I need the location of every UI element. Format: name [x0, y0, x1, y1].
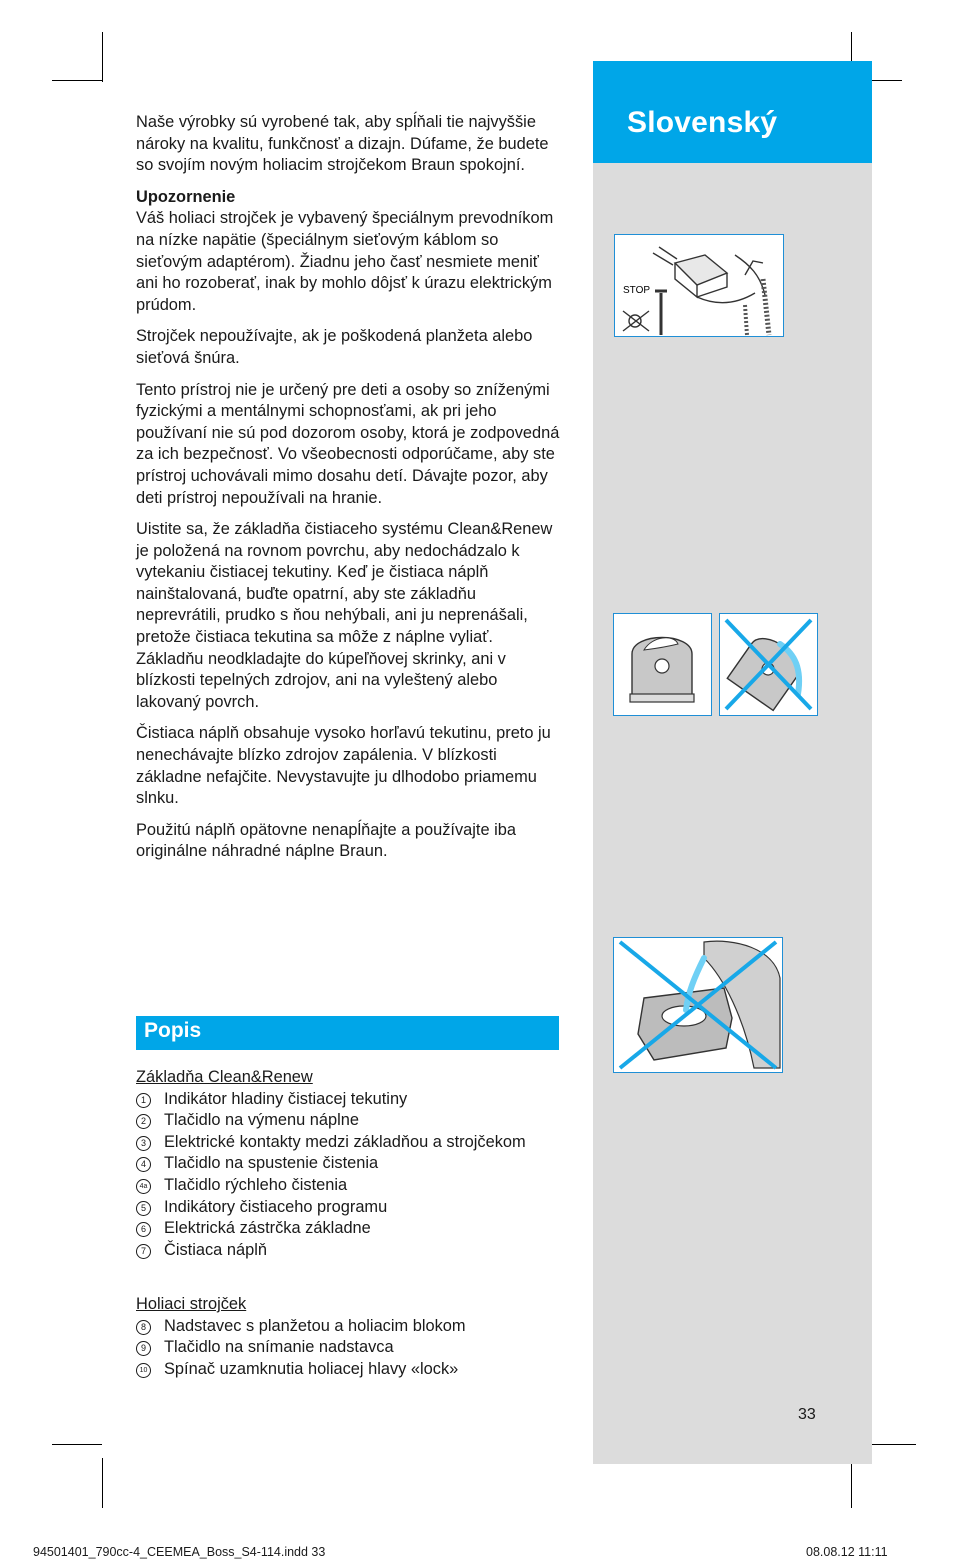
- list-item: [136, 1337, 561, 1359]
- figure-cartridge-upright: [613, 613, 712, 716]
- item-text: Nadstavec s planžetou a holiacim blokom: [164, 1316, 466, 1335]
- warning-paragraph: Váš holiaci strojček je vybavený špeciálnym prevodníkom na nízke napätie (špeciálnym sieťovým káblom so sieťovým adaptérom). Žiadnu jeho časť nesmiete meniť ani ho rozoberať, inak by mohlo dôjsť k úrazu elektrickým prúdom.: [136, 209, 554, 314]
- crop-mark: [52, 80, 102, 81]
- list-item: [136, 1110, 561, 1132]
- item-number-badge: 7: [136, 1244, 151, 1259]
- list-item: [136, 1197, 561, 1219]
- item-number-badge: 10: [136, 1363, 151, 1378]
- cartridge-illustration: [614, 614, 711, 715]
- crop-mark: [102, 32, 103, 82]
- item-number-badge: 9: [136, 1341, 151, 1356]
- list-item: [136, 1240, 561, 1262]
- main-text: [136, 112, 561, 873]
- crop-mark: [851, 1458, 852, 1508]
- item-number-badge: 4: [136, 1157, 151, 1172]
- list-item: [136, 1316, 561, 1338]
- item-text: Spínač uzamknutia holiacej hlavy «lock»: [164, 1359, 459, 1378]
- item-text: Tlačidlo rýchleho čistenia: [164, 1175, 348, 1194]
- language-title: Slovenský: [627, 106, 778, 139]
- item-text: Indikátory čistiaceho programu: [164, 1197, 388, 1216]
- item-number-badge: 2: [136, 1114, 151, 1129]
- list-item: [136, 1175, 561, 1197]
- section-title: Popis: [144, 1019, 202, 1042]
- item-text: Tlačidlo na výmenu náplne: [164, 1111, 359, 1130]
- crop-mark: [102, 1458, 103, 1508]
- item-number-badge: 4a: [136, 1179, 151, 1194]
- list-heading: Holiaci strojček: [136, 1295, 247, 1313]
- item-number-badge: 5: [136, 1201, 151, 1216]
- shaver-parts-list: [136, 1294, 561, 1380]
- page-number: 33: [798, 1406, 816, 1423]
- crop-mark: [52, 1444, 102, 1445]
- warning-paragraph: Strojček nepoužívajte, ak je poškodená planžeta alebo sieťová šnúra.: [136, 327, 533, 367]
- item-text: Tlačidlo na snímanie nadstavca: [164, 1338, 394, 1357]
- figure-refill-prohibited: [613, 937, 783, 1073]
- item-number-badge: 3: [136, 1136, 151, 1151]
- warning-paragraph: Uistite sa, že základňa čistiaceho systému Clean&Renew je položená na rovnom povrchu, aby nedochádzalo k vytekaniu čistiacej tekutiny. Keď je čistiaca náplň nainštalovaná, buďte opatrní, aby ste základňu neprevrátili, prudko s ňou nehýbali, ani ju neprenášali, pretože čistiaca tekutina sa môže z náplne vyliať. Základňu neodkladajte do kúpeľňovej skrinky, ani v blízkosti tepelných zdrojov, ani na vyleštený alebo lakovaný povrch.: [136, 520, 553, 711]
- list-item: [136, 1359, 561, 1381]
- item-number-badge: 6: [136, 1222, 151, 1237]
- item-text: Čistiaca náplň: [164, 1240, 267, 1259]
- item-text: Indikátor hladiny čistiacej tekutiny: [164, 1089, 408, 1108]
- item-text: Elektrické kontakty medzi základňou a strojčekom: [164, 1132, 526, 1151]
- footer-file-info: 94501401_790cc-4_CEEMEA_Boss_S4-114.indd 33: [33, 1545, 326, 1559]
- cartridge-tilted-illustration: [720, 614, 817, 715]
- warning-paragraph: Použitú náplň opätovne nenapĺňajte a používajte iba originálne náhradné náplne Braun.: [136, 820, 517, 861]
- base-parts-list: [136, 1067, 561, 1261]
- list-item: [136, 1153, 561, 1175]
- footer-timestamp: 08.08.12 11:11: [806, 1545, 888, 1559]
- item-text: Tlačidlo na spustenie čistenia: [164, 1154, 379, 1173]
- intro-paragraph: Naše výrobky sú vyrobené tak, aby spĺňali tie najvyššie nároky na kvalitu, funkčnosť a dizajn. Dúfame, že budete so svojím novým holiacim strojčekom Braun spokojní.: [136, 113, 549, 175]
- list-heading: Základňa Clean&Renew: [136, 1068, 313, 1086]
- item-text: Elektrická zástrčka základne: [164, 1219, 371, 1238]
- list-item: [136, 1132, 561, 1154]
- crop-mark: [866, 1444, 916, 1445]
- item-number-badge: 8: [136, 1320, 151, 1335]
- figure-adapter-warning: [614, 234, 784, 337]
- adapter-illustration: [615, 235, 783, 336]
- figure-cartridge-tilted-prohibited: [719, 613, 818, 716]
- list-item: [136, 1218, 561, 1240]
- warning-paragraph: Čistiaca náplň obsahuje vysoko horľavú tekutinu, preto ju nenechávajte blízko zdrojov zapálenia. V blízkosti základne nefajčite. Nevystavujte ju dlhodobo priamemu slnku.: [136, 724, 551, 808]
- warning-heading: Upozornenie: [136, 187, 236, 206]
- list-item: [136, 1089, 561, 1111]
- item-number-badge: 1: [136, 1093, 151, 1108]
- refill-illustration: [614, 938, 782, 1072]
- stop-label: STOP: [623, 285, 651, 296]
- warning-paragraph: Tento prístroj nie je určený pre deti a osoby so zníženými fyzickými a mentálnymi schopnosťami, ak pri jeho používaní nie sú pod dozorom osoby, ktorá je zodpovedná za ich bezpečnosť. Vo všeobecnosti odporúčame, aby ste prístroj uchovávali mimo dosahu detí. Dávajte pozor, aby deti prístroj nepoužívali na hranie.: [136, 380, 560, 507]
